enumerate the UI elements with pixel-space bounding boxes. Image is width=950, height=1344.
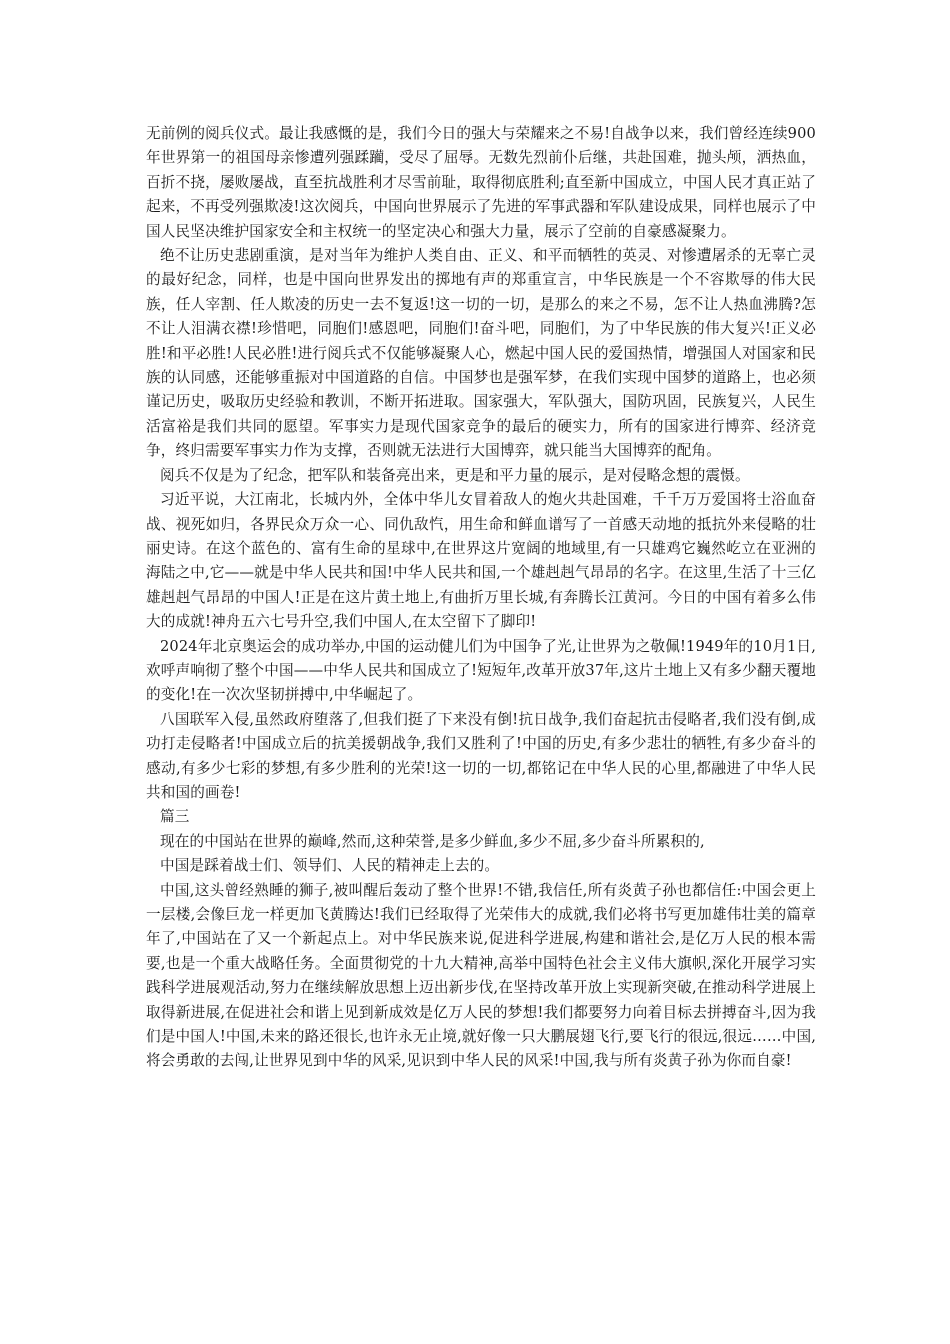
paragraph-1: 无前例的阅兵仪式。最让我感慨的是，我们今日的强大与荣耀来之不易!自战争以来，我们曾经连续900年世界第一的祖国母亲惨遭列强蹂躏，受尽了屈辱。无数先烈前仆后继，共赴国难，抛头颅，洒热血，百折不挠，屡败屡战，直至抗战胜利才尽雪前耻，取得彻底胜利;直至新中国成立，中国人民才真正站了起来，不再受列强欺凌!这次阅兵，中国向世界展示了先进的军事武器和军队建设成果，同样也展示了中国人民坚决维护国家安全和主权统一的坚定决心和强大力量，展示了空前的自豪感凝聚力。	[146, 125, 816, 240]
section-heading: 篇三	[160, 808, 190, 826]
paragraph-2: 绝不让历史悲剧重演，是对当年为维护人类自由、正义、和平而牺牲的英灵、对惨遭屠杀的无辜亡灵的最好纪念，同样，也是中国向世界发出的掷地有声的郑重宣言，中华民族是一个不容欺辱的伟大民族，任人宰割、任人欺凌的历史一去不复返!这一切的一切，是那么的来之不易，怎不让人热血沸腾?怎不让人泪满衣襟!珍惜吧，同胞们!感恩吧，同胞们!奋斗吧，同胞们，为了中华民族的伟大复兴!正义必胜!和平必胜!人民必胜!进行阅兵式不仅能够凝聚人心，燃起中国人民的爱国热情，增强国人对国家和民族的认同感，还能够重振对中国道路的自信。中国梦也是强军梦，在我们实现中国梦的道路上，也必须谨记历史，吸取历史经验和教训，不断开拓进取。国家强大，军队强大，国防巩固，民族复兴，人民生活富裕是我们共同的愿望。军事实力是现代国家竞争的最后的硬实力，所有的国家进行博弈、经济竞争，终归需要军事实力作为支撑，否则就无法进行大国博弈，就只能当大国博弈的配角。	[146, 247, 816, 460]
paragraph-6: 八国联军入侵,虽然政府堕落了,但我们挺了下来没有倒!抗日战争,我们奋起抗击侵略者,我们没有倒,成功打走侵略者!中国成立后的抗美援朝战争,我们又胜利了!中国的历史,有多少悲壮的牺牲,有多少奋斗的感动,有多少七彩的梦想,有多少胜利的光荣!这一切的一切,都铭记在中华人民的心里,都融进了中华人民共和国的画卷!	[146, 710, 816, 801]
paragraph-4: 习近平说，大江南北，长城内外，全体中华儿女冒着敌人的炮火共赴国难，千千万万爱国将士浴血奋战、视死如归，各界民众万众一心、同仇敌忾，用生命和鲜血谱写了一首感天动地的抵抗外来侵略的壮丽史诗。在这个蓝色的、富有生命的星球中,在世界这片宽阔的地域里,有一只雄鸡它巍然屹立在亚洲的海陆之中,它——就是中华人民共和国!中华人民共和国,一个雄赳赳气昂昂的名字。在这里,生活了十三亿雄赳赳气昂昂的中国人!正是在这片黄土地上,有曲折万里长城,有奔腾长江黄河。今日的中国有着多么伟大的成就!神舟五六七号升空,我们中国人,在太空留下了脚印!	[146, 491, 816, 631]
paragraph-9: 中国是踩着战士们、领导们、人民的精神走上去的。	[160, 857, 500, 875]
paragraph-3: 阅兵不仅是为了纪念，把军队和装备亮出来，更是和平力量的展示，是对侵略念想的震慑。	[160, 466, 750, 484]
paragraph-5: 2024年北京奥运会的成功举办,中国的运动健儿们为中国争了光,让世界为之敬佩!1949年的10月1日,欢呼声响彻了整个中国——中华人民共和国成立了!短短年,改革开放37年,这片土地上又有多少翻天覆地的变化!在一次次坚韧拼搏中,中华崛起了。	[146, 637, 816, 704]
paragraph-10: 中国,这头曾经熟睡的狮子,被叫醒后轰动了整个世界!不错,我信任,所有炎黄子孙也都信任:中国会更上一层楼,会像巨龙一样更加飞黄腾达!我们已经取得了光荣伟大的成就,我们必将书写更加雄伟壮美的篇章年了,中国站在了又一个新起点上。对中华民族来说,促进科学进展,构建和谐社会,是亿万人民的根本需要,也是一个重大战略任务。全面贯彻党的十九大精神,高举中国特色社会主义伟大旗帜,深化开展学习实践科学进展观活动,努力在继续解放思想上迈出新步伐,在坚持改革开放上实现新突破,在推动科学进展上取得新进展,在促进社会和谐上见到新成效是亿万人民的梦想!我们都要努力向着目标去拼搏奋斗,因为我们是中国人!中国,未来的路还很长,也许永无止境,就好像一只大鹏展翅飞行,要飞行的很远,很远……中国,将会勇敢的去闯,让世界见到中华的风采,见识到中华人民的风采!中国,我与所有炎黄子孙为你而自豪!	[146, 881, 816, 1070]
paragraph-8: 现在的中国站在世界的巅峰,然而,这种荣誉,是多少鲜血,多少不屈,多少奋斗所累积的,	[160, 832, 705, 850]
document-page	[146, 122, 816, 1074]
